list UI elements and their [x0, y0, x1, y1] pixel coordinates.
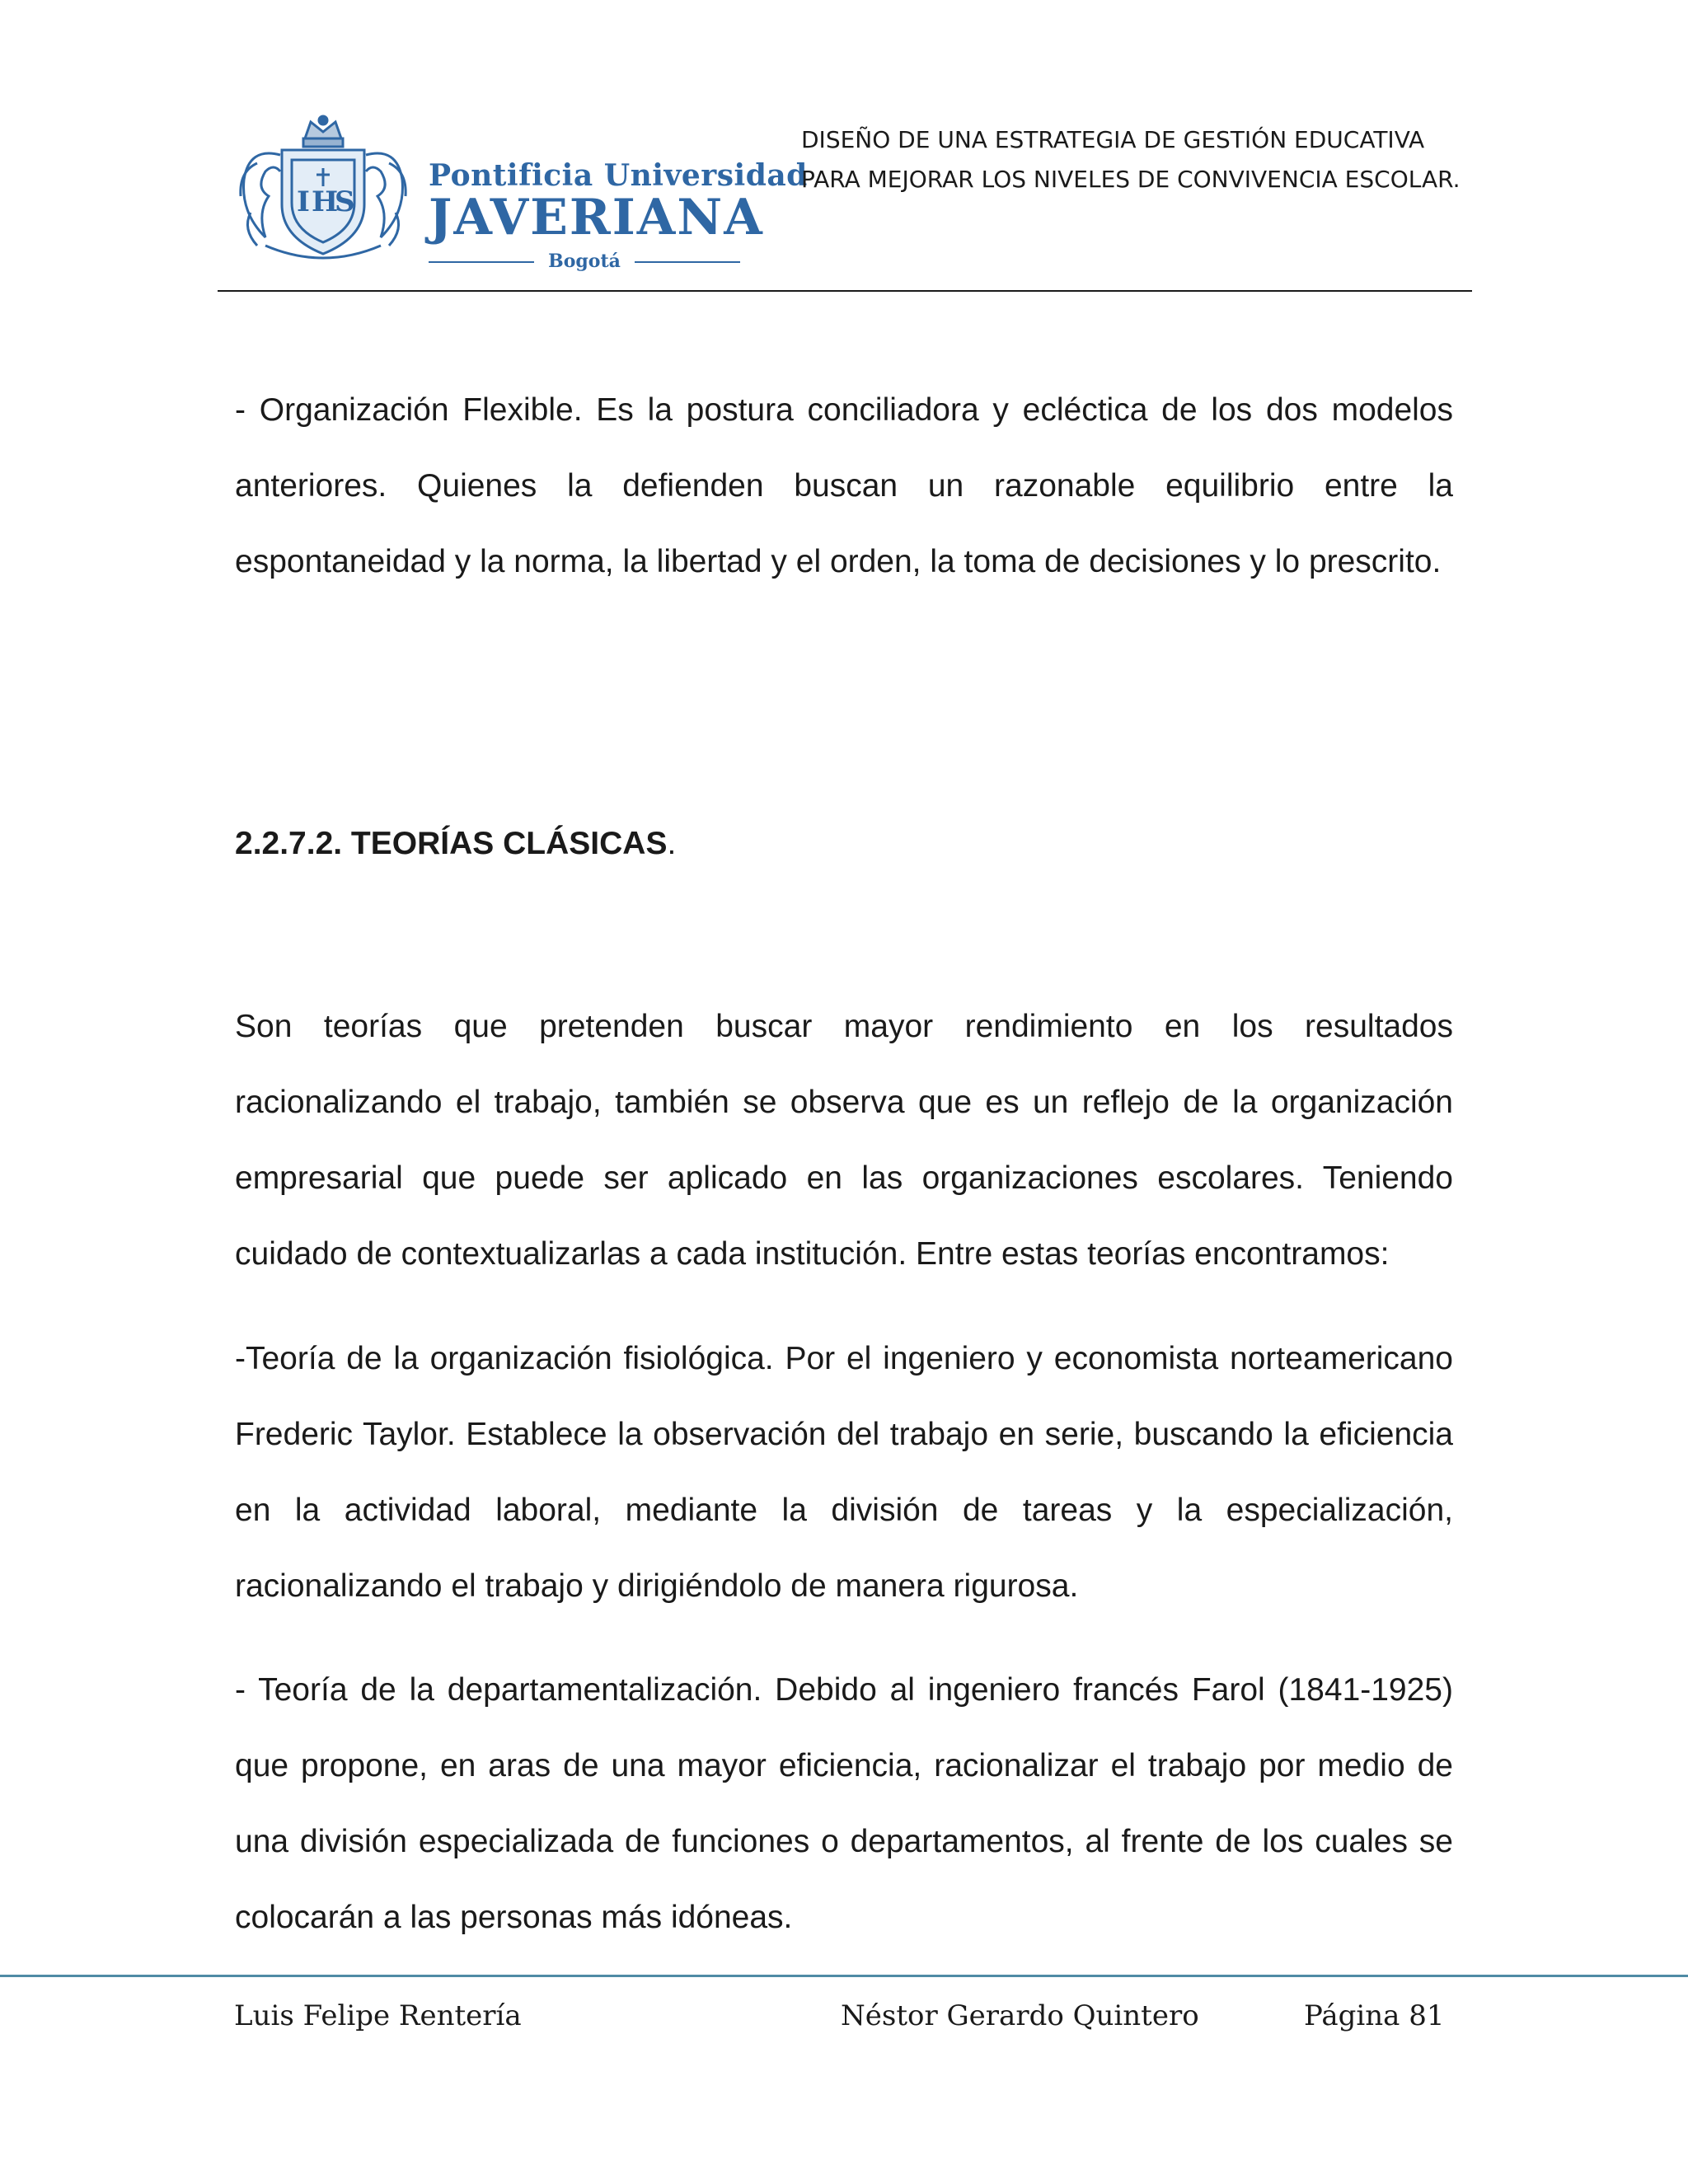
header-divider [218, 290, 1472, 292]
section-heading-period: . [667, 826, 677, 861]
logo-line-javeriana: JAVERIANA [429, 189, 764, 246]
footer-author-2: Néstor Gerardo Quintero [841, 1999, 1199, 2032]
university-logo [232, 114, 808, 272]
logo-line-city: Bogotá [548, 251, 621, 272]
footer-page-number: Página 81 [1304, 1999, 1445, 2032]
svg-text:I: I [297, 185, 310, 218]
svg-text:H: H [312, 185, 339, 218]
document-title [801, 120, 1477, 199]
paragraph-teoria-taylor: -Teoría de la organización fisiológica. Por el ingeniero y economista norteamericano Frederic Taylor. Establece la observación del trabajo en serie, buscando la eficiencia en la actividad laboral, mediante la división de tareas y la especialización, racionalizando el trabajo y dirigiéndolo de manera rigurosa. [235, 1341, 1453, 1604]
section-heading-text: 2.2.7.2. TEORÍAS CLÁSICAS [235, 826, 668, 861]
logo-line-university: Pontificia Universidad [429, 158, 808, 193]
paragraph-teorias-intro: Son teorías que pretenden buscar mayor rendimiento en los resultados racionalizando el trabajo, también se observa que es un reflejo de la organización empresarial que puede ser aplicado en las organizaciones escolares. Teniendo cuidado de contextualizarlas a cada institución. Entre estas teorías encontramos: [235, 1009, 1453, 1272]
university-crest-icon [232, 114, 414, 262]
svg-text:S: S [335, 185, 355, 218]
logo-wordmark [429, 158, 808, 272]
paragraph-organizacion-flexible: - Organización Flexible. Es la postura conciliadora y ecléctica de los dos modelos anteriores. Quienes la defienden buscan un razonable equilibrio entre la espontaneidad y la norma, la libertad y el orden, la toma de decisiones y lo prescrito. [235, 392, 1453, 579]
document-title-line-2: PARA MEJORAR LOS NIVELES DE CONVIVENCIA ESCOLAR. [801, 166, 1461, 193]
paragraph-teoria-farol: - Teoría de la departamentalización. Debido al ingeniero francés Farol (1841-1925) que propone, en aras de una mayor eficiencia, racionalizar el trabajo por medio de una división especializada de funciones o departamentos, al frente de los cuales se colocarán a las personas más idóneas. [235, 1672, 1453, 1935]
footer-author-1: Luis Felipe Rentería [234, 1999, 522, 2032]
logo-rule-right [635, 261, 740, 263]
section-heading [235, 819, 676, 869]
footer-divider [0, 1975, 1688, 1977]
document-title-line-1: DISEÑO DE UNA ESTRATEGIA DE GESTIÓN EDUCATIVA [801, 126, 1425, 153]
